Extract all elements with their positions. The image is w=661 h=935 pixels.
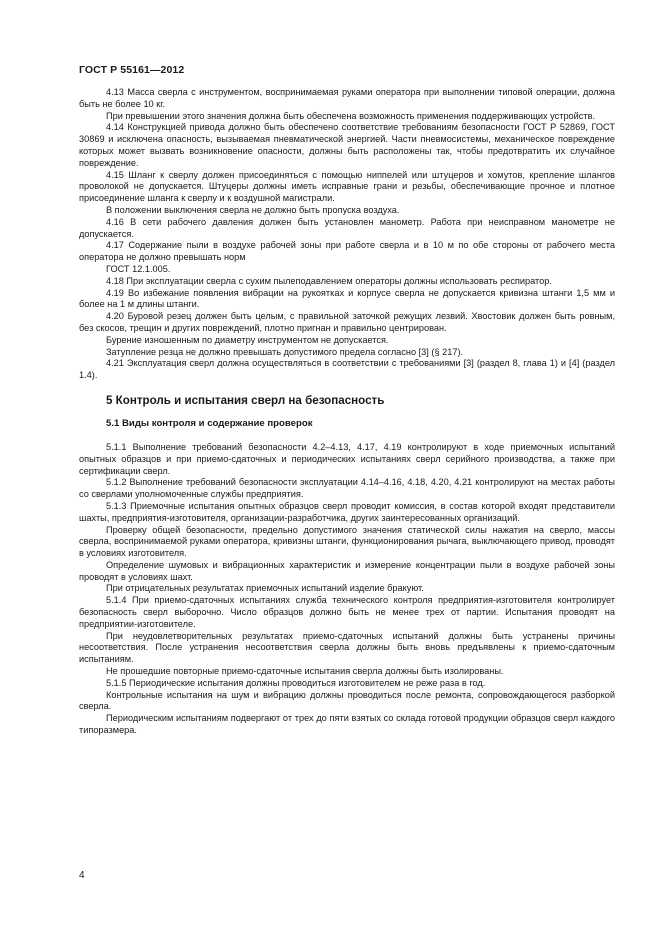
paragraph: 5.1.3 Приемочные испытания опытных образцов сверл проводит комиссия, в состав которой входят представители шахты, предприятия-изготовителя, организации-разработчика, других заинтересованных организаций.	[79, 500, 615, 523]
subsection-title: 5.1 Виды контроля и содержание проверок	[106, 417, 313, 429]
paragraph: 4.13 Масса сверла с инструментом, воспринимаемая руками оператора при выполнении типовой операции, должна быть не более 10 кг.	[79, 87, 615, 109]
paragraph: Периодическим испытаниям подвергают от трех до пяти взятых со склада готовой продукции образцов сверл каждого типоразмера.	[79, 713, 615, 736]
paragraph: Определение шумовых и вибрационных характеристик и измерение концентрации пыли в воздухе рабочей зоны проводят в условиях шахт.	[79, 559, 615, 582]
document-header: ГОСТ Р 55161—2012	[79, 64, 185, 76]
paragraph: Не прошедшие повторные приемо-сдаточные испытания сверла должны быть изолированы.	[106, 666, 504, 677]
paragraph: 4.20 Буровой резец должен быть целым, с правильной заточкой режущих лезвий. Хвостовик должен быть ровным, без скосов, трещин и других повреждений, плотно пригнан и правильно центрирован.	[79, 311, 615, 333]
paragraph: ГОСТ 12.1.005.	[106, 263, 171, 274]
paragraph: Проверку общей безопасности, предельно допустимого значения статической силы нажатия на сверло, массы сверла, воспринимаемой руками оператора, кривизны штанги, функционирования рычага, выключающего привод, проводят в условиях изготовителя.	[79, 524, 615, 559]
paragraph: Контрольные испытания на шум и вибрацию должны проводиться после ремонта, сопровождающегося разборкой сверла.	[79, 689, 615, 712]
paragraph: 4.18 При эксплуатации сверла с сухим пылеподавлением операторы должны использовать респиратор.	[106, 275, 552, 286]
paragraph: В положении выключения сверла не должно быть пропуска воздуха.	[106, 204, 400, 215]
paragraph: 4.17 Содержание пыли в воздухе рабочей зоны при работе сверла и в 10 м по обе стороны от рабочего места оператора не должно превышать норм	[79, 240, 615, 263]
paragraph: 4.16 В сети рабочего давления должен быть установлен манометр. Работа при неисправном манометре не допускается.	[79, 216, 615, 239]
paragraph: 4.21 Эксплуатация сверл должна осуществляться в соответствии с требованиями [3] (раздел 8, глава 1) и [4] (раздел 1.4).	[79, 358, 615, 381]
paragraph: Бурение изношенным по диаметру инструментом не допускается.	[106, 334, 389, 345]
paragraph: При неудовлетворительных результатах приемо-сдаточных испытаний должны быть устранены причины несоответствия. После устранения несоответствия сверла должны быть вновь предъявлены к приемо-сдаточным испытаниям.	[79, 630, 615, 665]
paragraph: 4.14 Конструкцией привода должно быть обеспечено соответствие требованиям безопасности ГОСТ Р 52869, ГОСТ 30869 и исключена опасность, вызываемая пневматической энергией. Части пневмосистемы, механическое повреждение которых может вызвать возникновение опасности, должны быть расположены так, чтобы предотвратить их случайное повреждение.	[79, 122, 615, 168]
document-body	[79, 87, 615, 737]
paragraph: Затупление резца не должно превышать допустимого предела согласно [3] (§ 217).	[106, 346, 464, 357]
paragraph: 5.1.4 При приемо-сдаточных испытаниях служба технического контроля предприятия-изготовителя контролирует безопасность сверл выборочно. Число образцов должно быть не менее трех от партии. Испытания проводят на предприятии-изготовителе.	[79, 595, 615, 629]
paragraph: 5.1.5 Периодические испытания должны проводиться изготовителем не реже раза в год.	[106, 677, 486, 688]
paragraph: 4.19 Во избежание появления вибрации на рукоятках и корпусе сверла не допускается кривизна штанги 1,5 мм и более на 1 м длины штанги.	[79, 287, 615, 310]
paragraph: При превышении этого значения должна быть обеспечена возможность применения поддерживающих устройств.	[106, 110, 596, 121]
paragraph: 5.1.1 Выполнение требований безопасности 4.2–4.13, 4.17, 4.19 контролируют в ходе приемочных испытаний опытных образцов и при приемо-сдаточных и периодических испытаниях сверл серийного производства, а также при сертификации сверл.	[79, 441, 615, 476]
paragraph: 4.15 Шланг к сверлу должен присоединяться с помощью ниппелей или штуцеров и хомутов, крепление шлангов проволокой не допускается. Штуцеры должны иметь исправные грани и резьбы, обеспечивающие прочное и плотное присоединение шланга к сверлу и к воздушной магистрали.	[79, 169, 615, 204]
paragraph: 5.1.2 Выполнение требований безопасности эксплуатации 4.14–4.16, 4.18, 4.20, 4.21 контролируют на местах работы со сверлами уполномоченные службы предприятия.	[79, 477, 615, 500]
paragraph: При отрицательных результатах приемочных испытаний изделие бракуют.	[106, 583, 424, 594]
page-number: 4	[79, 870, 85, 881]
section-title: 5 Контроль и испытания сверл на безопасность	[106, 393, 385, 407]
